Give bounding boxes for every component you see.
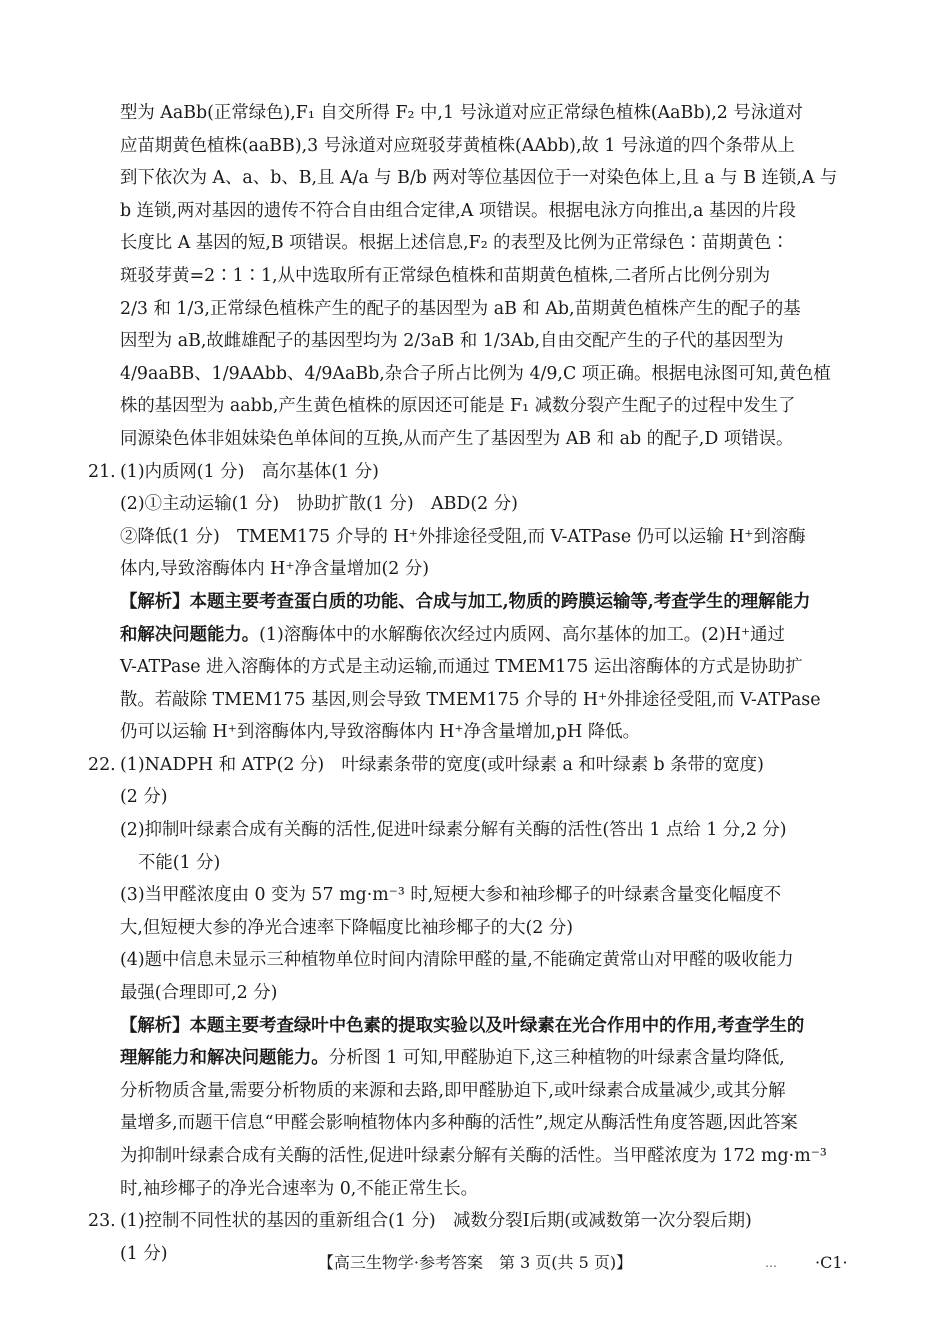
q22-analysis-line-5: 为抑制叶绿素合成有关酶的活性,促进叶绿素分解有关酶的活性。当甲醛浓度为 172 mg·m⁻³ [120,1146,827,1166]
q22-line-1: 22. (1)NADPH 和 ATP(2 分) 叶绿素条带的宽度(或叶绿素 a 和叶绿素 b 条带的宽度) [88,749,863,782]
q22-analysis-line-3: 分析物质含量,需要分析物质的来源和去路,即甲醛胁迫下,或叶绿素合成量减少,或其分解 [120,1080,786,1101]
q21-analysis-line-4: 散。若敲除 TMEM175 基因,则会导致 TMEM175 介导的 H⁺外排途径受阻,而 V-ATPase [120,689,821,710]
answer-20-line: 斑驳芽黄=2∶1∶1,从中选取所有正常绿色植株和苗期黄色植株,二者所占比例分别为 [120,265,771,286]
q22-line-5: (3)当甲醛浓度由 0 变为 57 mg·m⁻³ 时,短梗大参和袖珍椰子的叶绿素含量变化幅度不 [120,885,782,906]
q22-analysis-line-6: 时,袖珍椰子的净光合速率为 0,不能正常生长。 [120,1178,479,1199]
q21-analysis-line-3: V-ATPase 进入溶酶体的方式是主动运输,而通过 TMEM175 运出溶酶体的方式是协助扩 [120,657,803,678]
q22-line-3: (2)抑制叶绿素合成有关酶的活性,促进叶绿素分解有关酶的活性(答出 1 点给 1 分,2 分) [120,820,787,841]
q21-line-3: ②降低(1 分) TMEM175 介导的 H⁺外排途径受阻,而 V-ATPase 仍可以运输 H⁺到溶酶 [120,526,806,547]
q21-analysis-line-1: 【解析】本题主要考查蛋白质的功能、合成与加工,物质的跨膜运输等,考查学生的理解能力 [120,591,811,612]
q22-analysis-line-4: 量增多,而题干信息“甲醛会影响植物体内多种酶的活性”,规定从酶活性角度答题,因此答案 [120,1113,798,1134]
q22-line-4: 不能(1 分) [138,852,221,873]
answer-20-line: 应苗期黄色植株(aaBB),3 号泳道对应斑驳芽黄植株(AAbb),故 1 号泳道的四个条带从上 [120,135,795,156]
footer-title: 【高三生物学·参考答案 第 3 页(共 5 页)】 [317,1253,633,1272]
answer-20-line: 到下依次为 A、a、b、B,且 A/a 与 B/b 两对等位基因位于一对染色体上,且 a 与 B 连锁,A 与 [120,168,838,189]
footer-dots: … [765,1256,777,1270]
answer-20-line: 2/3 和 1/3,正常绿色植株产生的配子的基因型为 aB 和 Ab,苗期黄色植株产生的配子的基 [120,298,801,319]
answer-20-line: 长度比 A 基因的短,B 项错误。根据上述信息,F₂ 的表型及比例为正常绿色∶苗期黄色∶ [120,233,789,254]
answer-20-line: b 连锁,两对基因的遗传不符合自由组合定律,A 项错误。根据电泳方向推出,a 基因的片段 [120,200,796,221]
answer-20-continuation [88,97,863,456]
q22-number: 22. [88,754,116,775]
answer-20-line: 株的基因型为 aabb,产生黄色植株的原因还可能是 F₁ 减数分裂产生配子的过程中发生了 [120,396,796,417]
q23-number: 23. [88,1211,116,1232]
q21-analysis-line-2: 和解决问题能力。(1)溶酶体中的水解酶依次经过内质网、高尔基体的加工。(2)H⁺通过 [120,624,785,645]
q22-analysis-line-2: 理解能力和解决问题能力。分析图 1 可知,甲醛胁迫下,这三种植物的叶绿素含量均降低, [120,1048,785,1069]
q22-line-6: 大,但短梗大参的净光合速率下降幅度比袖珍椰子的大(2 分) [120,917,574,938]
q22-analysis-line-1: 【解析】本题主要考查绿叶中色素的提取实验以及叶绿素在光合作用中的作用,考查学生的 [120,1015,805,1036]
answer-20-line: 因型为 aB,故雌雄配子的基因型均为 2/3aB 和 1/3Ab,自由交配产生的子代的基因型为 [120,331,784,352]
q23-line-2: (1 分) [120,1243,168,1264]
q22-line-2: (2 分) [120,787,168,808]
q22-line-8: 最强(合理即可,2 分) [120,983,278,1004]
q23-line-1: 23. (1)控制不同性状的基因的重新组合(1 分) 减数分裂Ⅰ后期(或减数第一次分裂后期) [88,1205,863,1238]
q21-line-2: (2)①主动运输(1 分) 协助扩散(1 分) ABD(2 分) [120,494,518,515]
q21-analysis-line-5: 仍可以运输 H⁺到溶酶体内,导致溶酶体内 H⁺净含量增加,pH 降低。 [120,722,641,743]
answer-20-line: 同源染色体非姐妹染色单体间的互换,从而产生了基因型为 AB 和 ab 的配子,D 项错误。 [120,428,794,449]
footer-code: ·C1· [815,1253,848,1272]
page-footer [0,1248,950,1278]
answer-20-line: 型为 AaBb(正常绿色),F₁ 自交所得 F₂ 中,1 号泳道对应正常绿色植株(AaBb),2 号泳道对 [120,103,803,123]
q22-line-7: (4)题中信息未显示三种植物单位时间内清除甲醛的量,不能确定黄常山对甲醛的吸收能力 [120,950,794,971]
answer-content [88,97,863,1270]
answer-20-line: 4/9aaBB、1/9AAbb、4/9AaBb,杂合子所占比例为 4/9,C 项正确。根据电泳图可知,黄色植 [120,363,831,384]
q21-line-4: 体内,导致溶酶体内 H⁺净含量增加(2 分) [120,559,430,580]
q21-number: 21. [88,461,116,482]
q21-line-1: 21. (1)内质网(1 分) 高尔基体(1 分) [88,456,863,489]
